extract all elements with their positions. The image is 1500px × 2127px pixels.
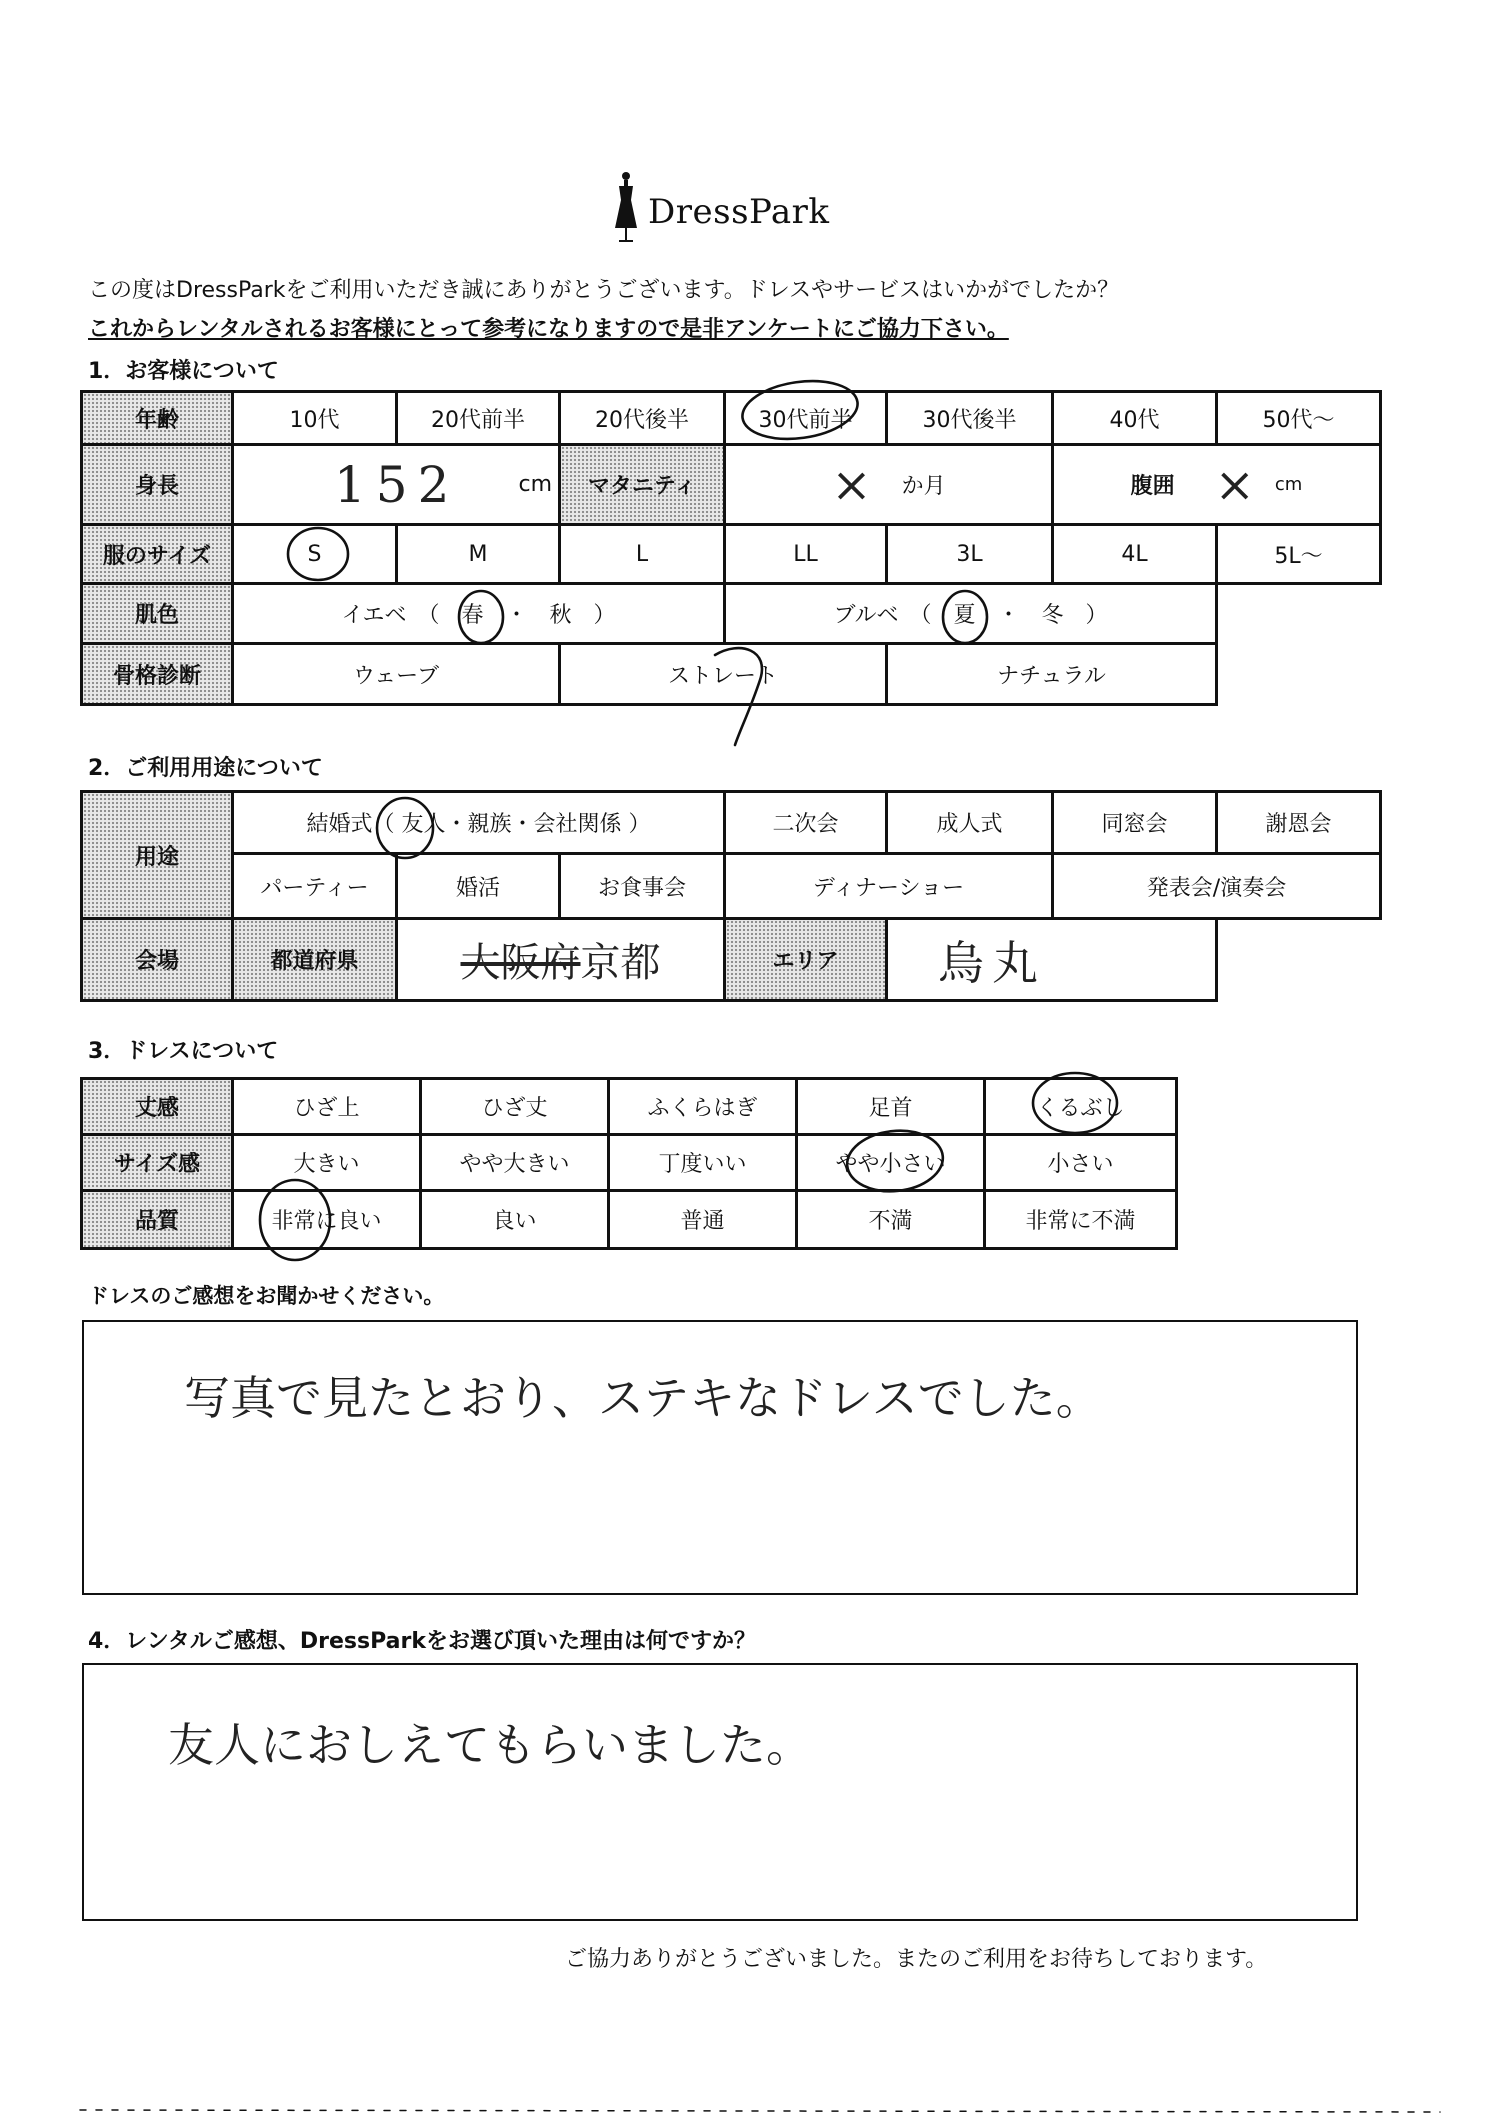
prefecture-label: 都道府県 bbox=[231, 917, 398, 1002]
fit-label: サイズ感 bbox=[80, 1133, 234, 1192]
fit-option[interactable]: 大きい bbox=[231, 1133, 422, 1192]
age-option[interactable]: 30代後半 bbox=[885, 390, 1054, 446]
maternity-value: × bbox=[831, 456, 872, 513]
skeleton-option-selected[interactable]: ストレート bbox=[558, 642, 888, 706]
purpose-wedding[interactable]: 結婚式（ 友人・親族・会社関係 ） bbox=[231, 790, 726, 855]
size-option-selected[interactable]: S bbox=[231, 523, 398, 585]
section3-title: 3．ドレスについて bbox=[88, 1039, 279, 1064]
scan-line-bottom bbox=[80, 2110, 1440, 2112]
size-label: 服のサイズ bbox=[80, 523, 234, 585]
maternity-label: マタニティ bbox=[558, 443, 726, 526]
size-option[interactable]: LL bbox=[723, 523, 888, 585]
height-field[interactable] bbox=[231, 443, 561, 526]
area-value: 烏丸 bbox=[938, 935, 1046, 990]
dress-comment-box[interactable] bbox=[82, 1320, 1358, 1595]
height-label: 身長 bbox=[80, 443, 234, 526]
dress-comment-text: 写真で見たとおり、ステキなドレスでした。 bbox=[184, 1371, 1102, 1425]
length-option-selected[interactable]: くるぶし bbox=[983, 1077, 1178, 1136]
skeleton-option[interactable]: ナチュラル bbox=[885, 642, 1218, 706]
age-option[interactable]: 40代 bbox=[1051, 390, 1218, 446]
footer-thanks: ご協力ありがとうございました。またのご利用をお待ちしております。 bbox=[565, 1947, 1268, 1972]
purpose-label: 用途 bbox=[80, 790, 234, 920]
purpose-option[interactable]: 成人式 bbox=[885, 790, 1054, 855]
prefecture-field[interactable] bbox=[395, 917, 726, 1002]
maternity-field[interactable] bbox=[723, 443, 1054, 526]
age-label: 年齢 bbox=[80, 390, 234, 446]
purpose-option[interactable]: 二次会 bbox=[723, 790, 888, 855]
age-option[interactable]: 50代〜 bbox=[1215, 390, 1382, 446]
purpose-option[interactable]: 謝恩会 bbox=[1215, 790, 1382, 855]
skeleton-label: 骨格診断 bbox=[80, 642, 234, 706]
waist-field[interactable] bbox=[1051, 443, 1382, 526]
fit-option[interactable]: やや大きい bbox=[419, 1133, 610, 1192]
size-option[interactable]: 3L bbox=[885, 523, 1054, 585]
size-option[interactable]: L bbox=[558, 523, 726, 585]
length-option[interactable]: ひざ上 bbox=[231, 1077, 422, 1136]
waist-label: 腹囲 bbox=[1130, 474, 1175, 499]
age-option[interactable]: 20代後半 bbox=[558, 390, 726, 446]
venue-label: 会場 bbox=[80, 917, 234, 1002]
purpose-option[interactable]: パーティー bbox=[231, 852, 398, 920]
purpose-option[interactable]: ディナーショー bbox=[723, 852, 1054, 920]
size-option[interactable]: M bbox=[395, 523, 561, 585]
purpose-option[interactable]: 婚活 bbox=[395, 852, 561, 920]
height-value: 152 bbox=[334, 455, 460, 514]
reason-answer-box[interactable] bbox=[82, 1663, 1358, 1921]
reason-answer-text: 友人におしえてもらいました。 bbox=[168, 1718, 812, 1772]
section4-title: 4．レンタルご感想、DressParkをお選び頂いた理由は何ですか？ bbox=[88, 1629, 756, 1654]
intro-request: これからレンタルされるお客様にとって参考になりますので是非アンケートにご協力下さい。 bbox=[88, 317, 1009, 342]
skin-blue-option[interactable]: ブルベ （ 夏 ・ 冬 ） bbox=[723, 582, 1218, 645]
section1-title: 1．お客様について bbox=[88, 359, 279, 384]
purpose-option[interactable]: 発表会/演奏会 bbox=[1051, 852, 1382, 920]
purpose-option[interactable]: お食事会 bbox=[558, 852, 726, 920]
prefecture-struck-value: 大阪府 bbox=[460, 940, 581, 986]
maternity-unit: か月 bbox=[901, 474, 946, 499]
length-label: 丈感 bbox=[80, 1077, 234, 1136]
age-option[interactable]: 10代 bbox=[231, 390, 398, 446]
size-option[interactable]: 4L bbox=[1051, 523, 1218, 585]
section2-title: 2．ご利用用途について bbox=[88, 756, 323, 781]
skeleton-option[interactable]: ウェーブ bbox=[231, 642, 561, 706]
waist-value: × bbox=[1214, 456, 1255, 513]
length-option[interactable]: 足首 bbox=[795, 1077, 986, 1136]
length-option[interactable]: ふくらはぎ bbox=[607, 1077, 798, 1136]
waist-unit: cm bbox=[1274, 474, 1303, 495]
fit-option[interactable]: 小さい bbox=[983, 1133, 1178, 1192]
intro-text: この度はDressParkをご利用いただき誠にありがとうございます。ドレスやサービスはいかがでしたか？ bbox=[88, 278, 1120, 303]
purpose-option[interactable]: 同窓会 bbox=[1051, 790, 1218, 855]
area-field[interactable] bbox=[885, 917, 1218, 1002]
size-option[interactable]: 5L〜 bbox=[1215, 523, 1382, 585]
age-option[interactable]: 20代前半 bbox=[395, 390, 561, 446]
quality-option[interactable]: 非常に不満 bbox=[983, 1189, 1178, 1250]
skin-label: 肌色 bbox=[80, 582, 234, 645]
skin-yellow-option[interactable]: イエベ （ 春 ・ 秋 ） bbox=[231, 582, 726, 645]
prefecture-value: 京都 bbox=[580, 940, 661, 986]
height-unit: cm bbox=[518, 472, 552, 497]
quality-option[interactable]: 不満 bbox=[795, 1189, 986, 1250]
brand-name: DressPark bbox=[648, 192, 830, 232]
fit-option-selected[interactable]: やや小さい bbox=[795, 1133, 986, 1192]
area-label: エリア bbox=[723, 917, 888, 1002]
length-option[interactable]: ひざ丈 bbox=[419, 1077, 610, 1136]
quality-option[interactable]: 良い bbox=[419, 1189, 610, 1250]
quality-label: 品質 bbox=[80, 1189, 234, 1250]
fit-option[interactable]: 丁度いい bbox=[607, 1133, 798, 1192]
age-option-selected[interactable]: 30代前半 bbox=[723, 390, 888, 446]
comment-prompt: ドレスのご感想をお聞かせください。 bbox=[88, 1284, 445, 1308]
quality-option-selected[interactable]: 非常に良い bbox=[231, 1189, 422, 1250]
quality-option[interactable]: 普通 bbox=[607, 1189, 798, 1250]
